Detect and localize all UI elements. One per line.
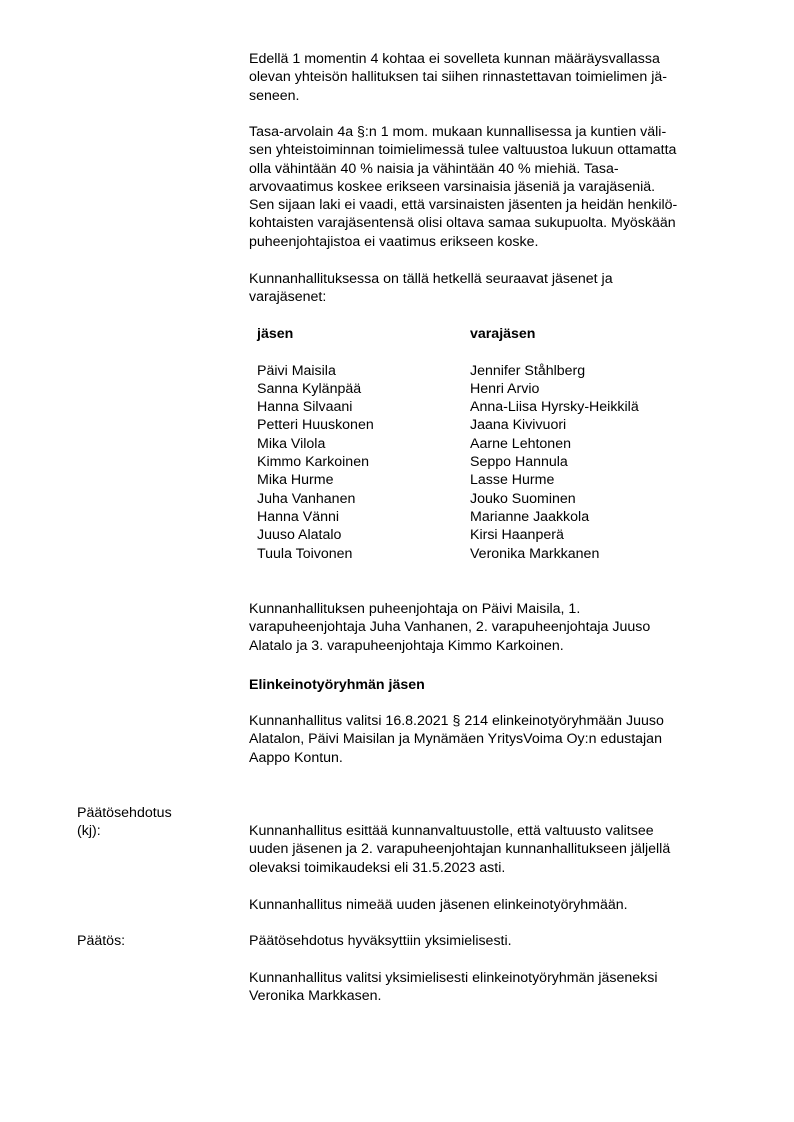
label-line: (kj): — [77, 823, 101, 840]
deputy-name: Aarne Lehtonen — [470, 435, 571, 452]
deputy-name: Kirsi Haanperä — [470, 527, 564, 544]
deputy-name: Jennifer Ståhlberg — [470, 362, 586, 379]
proposal-text — [249, 822, 739, 877]
text-line: Kunnanhallituksessa on tällä hetkellä seuraavat jäsenet ja — [249, 271, 613, 287]
decision-label: Päätös: — [77, 933, 126, 949]
deputy-name: Veronika Markkanen — [470, 545, 600, 562]
text-line: uuden jäsenen ja 2. varapuheenjohtajan kunnanhallitukseen jäljellä — [249, 841, 671, 858]
paragraph-equality-act — [249, 123, 739, 251]
deputy-name: Jaana Kivivuori — [470, 417, 567, 434]
label-line: Päätösehdotus — [77, 805, 172, 821]
member-name: Juha Vanhanen — [257, 490, 356, 507]
member-name: Mika Hurme — [257, 472, 334, 489]
paragraph-current-members — [249, 270, 739, 307]
text-line: olevan yhteisön hallituksen tai siihen rinnastettavan toimielimen jä- — [249, 69, 667, 86]
deputy-name: Lasse Hurme — [470, 472, 555, 489]
deputies-column — [470, 325, 639, 563]
deputy-name: Marianne Jaakkola — [470, 508, 590, 525]
column-header-member: jäsen — [257, 326, 294, 342]
member-name: Petteri Huuskonen — [257, 417, 374, 434]
member-name: Hanna Vänni — [257, 508, 340, 525]
section-heading: Elinkeinotyöryhmän jäsen — [249, 677, 425, 693]
text-line: olla vähintään 40 % naisia ja vähintään 40 % miehiä. Tasa- — [249, 160, 619, 177]
text-line: Päätösehdotus hyväksyttiin yksimielisesti. — [249, 933, 512, 949]
proposal-label — [77, 804, 172, 841]
text-line: arvovaatimus koskee erikseen varsinaisia jäseniä ja varajäseniä. — [249, 178, 656, 195]
deputy-name: Anna-Liisa Hyrsky-Heikkilä — [470, 399, 639, 416]
decision-text-2 — [249, 969, 739, 1006]
deputy-name: Henri Arvio — [470, 380, 540, 397]
paragraph-chairs — [249, 600, 739, 655]
text-line: Sen sijaan laki ei vaadi, että varsinaisten jäsenten ja heidän henkilö- — [249, 197, 678, 214]
text-line: Kunnanhallituksen puheenjohtaja on Päivi Maisila, 1. — [249, 601, 581, 617]
column-header-deputy: varajäsen — [470, 326, 536, 342]
members-table — [257, 325, 737, 565]
text-line: puheenjohtajistoa ei vaatimus erikseen koske. — [249, 233, 539, 250]
paragraph-working-group — [249, 712, 739, 767]
member-name: Kimmo Karkoinen — [257, 454, 369, 471]
text-line: seneen. — [249, 87, 300, 104]
member-name: Päivi Maisila — [257, 362, 336, 379]
member-name: Tuula Toivonen — [257, 545, 353, 562]
member-name: Sanna Kylänpää — [257, 380, 362, 397]
deputy-name: Seppo Hannula — [470, 454, 568, 471]
text-line: varapuheenjohtaja Juha Vanhanen, 2. varapuheenjohtaja Juuso — [249, 619, 651, 636]
member-name: Juuso Alatalo — [257, 527, 342, 544]
member-name: Mika Vilola — [257, 435, 326, 452]
text-line: kohtaisten varajäsentensä olisi oltava samaa sukupuolta. Myöskään — [249, 215, 676, 232]
text-line: Kunnanhallitus valitsi 16.8.2021 § 214 elinkeinotyöryhmään Juuso — [249, 713, 664, 729]
member-name: Hanna Silvaani — [257, 399, 353, 416]
text-line: Alatalon, Päivi Maisilan ja Mynämäen YritysVoima Oy:n edustajan — [249, 731, 662, 748]
text-line: Kunnanhallitus nimeää uuden jäsenen elinkeinotyöryhmään. — [249, 897, 628, 913]
text-line: olevaksi toimikaudeksi eli 31.5.2023 asti. — [249, 859, 506, 876]
text-line: Alatalo ja 3. varapuheenjohtaja Kimmo Karkoinen. — [249, 637, 564, 654]
text-line: sen yhteistoiminnan toimielimessä tulee valtuustoa lukuun ottamatta — [249, 142, 677, 159]
deputy-name: Jouko Suominen — [470, 490, 576, 507]
members-column — [257, 325, 374, 563]
proposal-text-2 — [249, 896, 739, 914]
decision-text — [249, 932, 739, 950]
paragraph-scope — [249, 50, 739, 105]
text-line: Kunnanhallitus esittää kunnanvaltuustolle, että valtuusto valitsee — [249, 823, 654, 839]
text-line: Veronika Markkasen. — [249, 988, 382, 1005]
text-line: Edellä 1 momentin 4 kohtaa ei sovelleta kunnan määräysvallassa — [249, 51, 660, 67]
text-line: Tasa-arvolain 4a §:n 1 mom. mukaan kunnallisessa ja kuntien väli- — [249, 124, 667, 140]
text-line: Aappo Kontun. — [249, 749, 343, 766]
text-line: varajäsenet: — [249, 289, 327, 306]
text-line: Kunnanhallitus valitsi yksimielisesti elinkeinotyöryhmän jäseneksi — [249, 970, 658, 986]
